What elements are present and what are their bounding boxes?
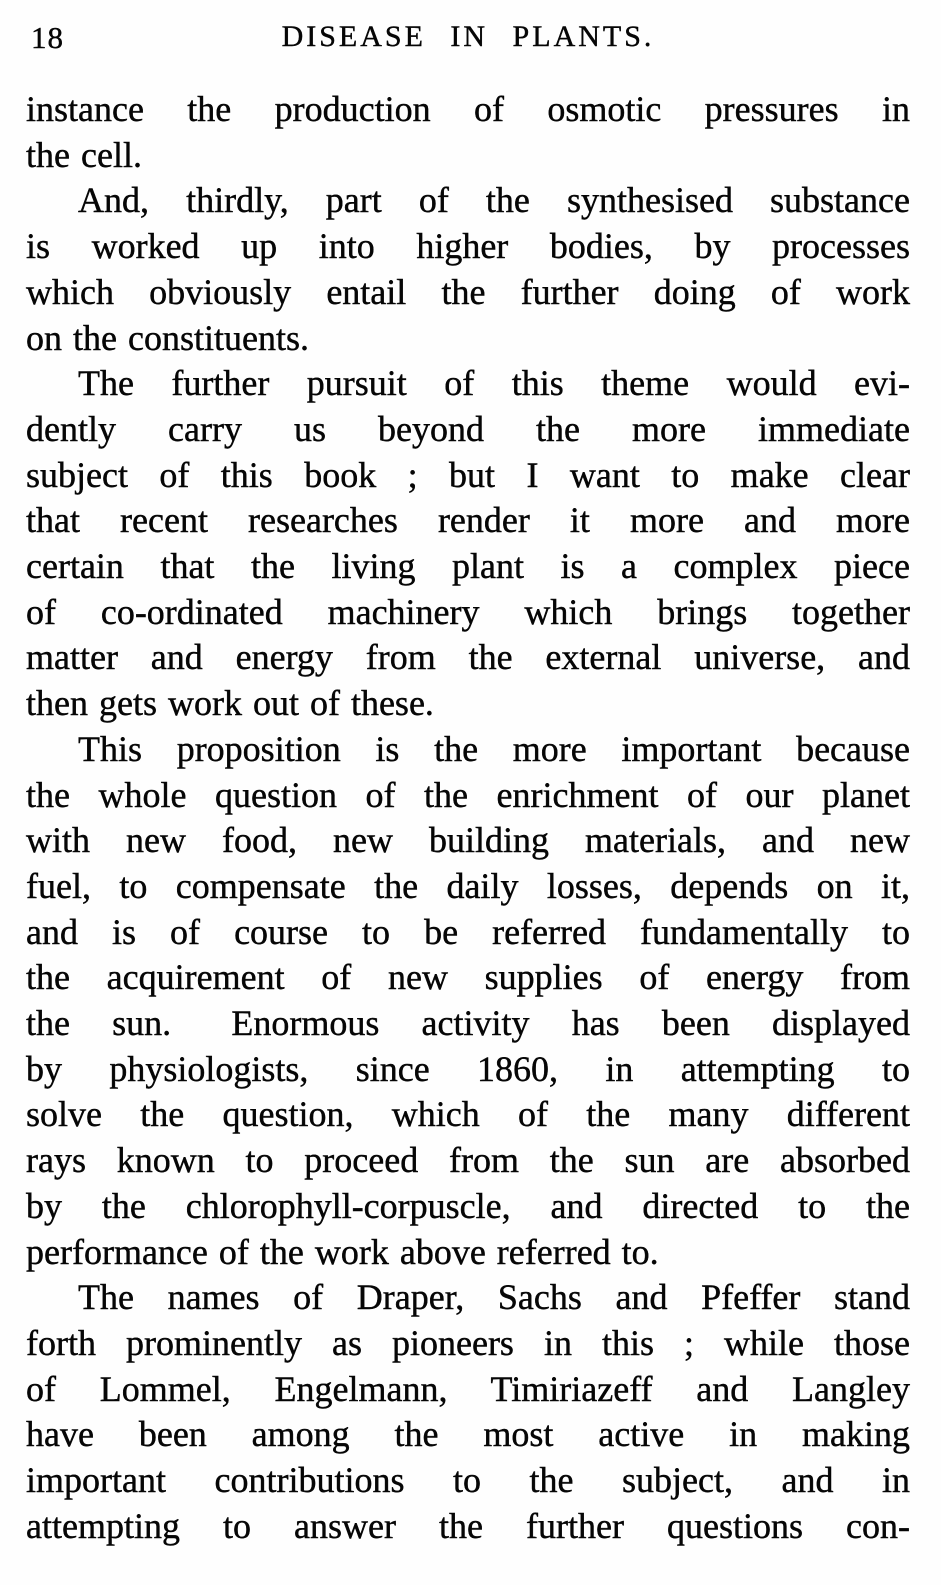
text-line: which obviously entail the further doing of work [26, 271, 910, 312]
text-line: is worked up into higher bodies, by processes [26, 226, 910, 267]
page-number: 18 [31, 20, 64, 55]
text-line: subject of this book ; but I want to make clear [26, 454, 910, 495]
running-title: DISEASE IN PLANTS. [281, 20, 655, 53]
page-header [26, 18, 910, 54]
text-line: The names of Draper, Sachs and Pfeffer stand [78, 1277, 910, 1318]
text-line: The further pursuit of this theme would evi- [78, 363, 910, 404]
text-line: solve the question, which of the many different [26, 1094, 910, 1135]
text-line: with new food, new building materials, and new [26, 820, 910, 861]
text-line: rays known to proceed from the sun are absorbed [26, 1140, 910, 1181]
text-line: on the constituents. [26, 317, 309, 358]
text-line: the acquirement of new supplies of energy from [26, 957, 910, 998]
text-line: dently carry us beyond the more immediate [26, 408, 910, 449]
text-line: instance the production of osmotic pressures in [26, 89, 910, 129]
paragraph [26, 727, 910, 1275]
text-line: by the chlorophyll-corpuscle, and directed to the [26, 1185, 910, 1226]
text-line: certain that the living plant is a complex piece [26, 546, 910, 587]
text-line: important contributions to the subject, and in [26, 1460, 910, 1501]
paragraph [26, 87, 910, 178]
text-line: that recent researches render it more and more [26, 500, 910, 541]
text-line: and is of course to be referred fundamentally to [26, 911, 910, 952]
paragraph [26, 361, 910, 727]
text-line: the sun. Enormous activity has been displayed [26, 1003, 910, 1044]
paragraph [26, 1275, 910, 1549]
text-line: of co-ordinated machinery which brings together [26, 591, 910, 632]
text-line: then gets work out of these. [26, 683, 434, 724]
text-line: matter and energy from the external universe, and [26, 637, 910, 678]
text-line: forth prominently as pioneers in this ; while those [26, 1322, 910, 1363]
text-line: have been among the most active in making [26, 1414, 910, 1455]
text-line: fuel, to compensate the daily losses, depends on it, [26, 865, 910, 906]
text-line: attempting to answer the further questions con- [26, 1505, 910, 1546]
text-line: And, thirdly, part of the synthesised substance [78, 180, 910, 221]
text-line: of Lommel, Engelmann, Timiriazeff and Langley [26, 1368, 910, 1409]
page-body [26, 87, 910, 1550]
paragraph [26, 178, 910, 361]
text-line: This proposition is the more important because [78, 728, 910, 769]
text-line: performance of the work above referred to. [26, 1231, 659, 1272]
text-line: by physiologists, since 1860, in attempting to [26, 1048, 910, 1089]
text-line: the whole question of the enrichment of our planet [26, 774, 910, 815]
text-line: the cell. [26, 134, 142, 175]
